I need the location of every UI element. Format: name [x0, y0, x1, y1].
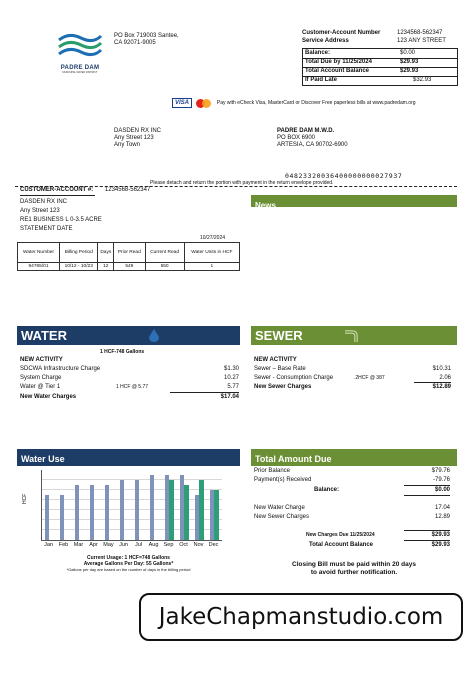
chart-bar-may-s1 [105, 485, 110, 540]
col-water-number: Water Number [18, 243, 60, 263]
table-row: 94765/01 10/12 - 10/23 12 549 550 1 [18, 263, 240, 271]
sewer-title: SEWER [255, 328, 303, 343]
visa-icon: VISA [172, 98, 192, 108]
chart-bar-dec-s2 [214, 490, 219, 540]
statement-date: 10/27/2024 [200, 235, 226, 241]
customer-street: Any Street 123 [20, 208, 60, 214]
watermark-box [139, 593, 463, 641]
closing-line1: Closing Bill must be paid within 20 days [292, 561, 416, 568]
water-drop-icon [149, 329, 159, 342]
new-water-value: 17.04 [434, 505, 450, 511]
total-due-value: $29.93 [400, 59, 419, 65]
water-use-title: Water Use [21, 454, 65, 464]
chart-xtick-sep: Sep [163, 542, 174, 548]
water-new-activity: NEW ACTIVITY [20, 357, 63, 363]
remit-name: PADRE DAM M.W.D. [277, 128, 335, 134]
chart-gridline [42, 479, 222, 480]
chart-xtick-may: May [103, 542, 114, 548]
chart-bar-sep-s2 [169, 480, 174, 540]
closing-notice [251, 561, 457, 577]
customer-account-number: 1234568-562347 [104, 187, 151, 193]
chart-bar-oct-s2 [184, 485, 189, 540]
chart-bar-feb-s1 [60, 495, 65, 540]
remit-city: ARTESIA, CA 90702-6900 [277, 142, 348, 148]
payments-value: -79.76 [432, 477, 450, 483]
col-billing-period: Billing Period [60, 243, 98, 263]
sender-town: Any Town [114, 142, 140, 148]
water-header [17, 326, 240, 345]
news-header [251, 195, 457, 210]
col-water-units: Water Units in HCF [184, 243, 239, 263]
closing-line2: to avoid further notification. [310, 569, 398, 576]
total-due-label: Total Due by 11/25/2024 [305, 59, 372, 65]
detach-note: Please detach and return the portion with payment in the return envelope provided. [150, 180, 334, 186]
list-item: Sewer – Base Rate $10.31 [254, 366, 451, 372]
sewer-total-amount: $12.89 [432, 384, 451, 390]
customer-account-value: 1234568-562347 [397, 30, 443, 36]
customer-account-label: CUSTOMER-ACCOUNT #: [20, 187, 94, 193]
water-usage-label: 1 HCF-748 Gallons [100, 349, 145, 355]
chart-xtick-apr: Apr [89, 542, 98, 548]
remit-pobox: PO BOX 6900 [277, 135, 316, 141]
new-charges-value: $29.93 [431, 532, 450, 538]
service-address-label: Service Address [302, 38, 349, 44]
col-current-read: Current Read [145, 243, 184, 263]
chart-xtick-mar: Mar [73, 542, 84, 548]
chart-ylabel: HCF [22, 493, 28, 504]
sewer-charges [254, 357, 451, 393]
water-charges [20, 357, 239, 403]
sewer-total-label: New Sewer Charges [254, 384, 312, 390]
statement-date-label: STATEMENT DATE [20, 226, 73, 232]
chart-bar-mar-s1 [75, 485, 80, 540]
customer-name: DASDEN RX INC [20, 199, 68, 205]
balance-label: Balance: [305, 50, 331, 56]
payments-label: Payment(s) Received [254, 477, 312, 483]
payment-text: Pay with eCheck Visa, MasterCard or Discover Free paperless bills at www.padredam.org [216, 99, 416, 106]
logo [55, 30, 105, 74]
chart-bar-aug-s1 [150, 475, 155, 540]
chart-bar-jan-s1 [45, 495, 50, 540]
meter-table [17, 242, 240, 271]
total-account-balance-value: $29.93 [400, 68, 419, 74]
total-due-title: Total Amount Due [255, 454, 332, 464]
chart-xtick-feb: Feb [58, 542, 69, 548]
balance-value: $0.00 [434, 487, 450, 493]
logo-subtext: MUNICIPAL WATER DISTRICT [62, 71, 98, 74]
chart-xtick-jun: Jun [119, 542, 128, 548]
if-paid-late-value: $32.93 [413, 77, 432, 83]
chart-plot-area [41, 470, 222, 541]
chart-bar-jun-s1 [120, 480, 125, 540]
sender-street: Any Street 123 [114, 135, 154, 141]
chart-bar-apr-s1 [90, 485, 95, 540]
total-due-details [254, 468, 450, 552]
wave-logo-icon [55, 30, 105, 60]
address-line1: PO Box 719003 Santee, [114, 33, 179, 39]
list-item: Water @ Tier 1 1 HCF @ 5.77 5.77 [20, 384, 239, 390]
chart-xtick-nov: Nov [193, 542, 204, 548]
chart-xtick-oct: Oct [179, 542, 188, 548]
total-due-header [251, 449, 457, 466]
total-account-balance-label: Total Account Balance [305, 68, 370, 74]
mastercard-icon [196, 98, 212, 108]
payment-cards [172, 94, 416, 106]
prior-balance-label: Prior Balance [254, 468, 291, 474]
chart-x-axis [41, 542, 221, 549]
chart-xtick-aug: Aug [148, 542, 159, 548]
chart-footnote: *Gallons per day are based on the number of days in the billing period [66, 567, 191, 572]
sewer-new-activity: NEW ACTIVITY [254, 357, 297, 363]
sender-name: DASDEN RX INC [114, 128, 162, 134]
address-line2: CA 92071-9005 [114, 40, 156, 46]
col-prior-read: Prior Read [114, 243, 145, 263]
account-box [302, 30, 457, 86]
list-item: SDCWA Infrastructure Charge $1.30 [20, 366, 239, 372]
prior-balance-value: $79.76 [431, 468, 450, 474]
col-days: Days [98, 243, 114, 263]
chart-bar-nov-s2 [199, 480, 204, 540]
water-use-chart [17, 468, 240, 576]
pipe-icon [343, 328, 359, 343]
balance-value: $0.00 [400, 50, 416, 56]
logo-text: PADRE DAM [60, 65, 100, 71]
water-total-label: New Water Charges [20, 394, 77, 400]
chart-xtick-dec: Dec [208, 542, 219, 548]
chart-xtick-jan: Jan [44, 542, 53, 548]
list-item: Sewer - Consumption Charge .2HCF @ 387 2.06 [254, 375, 451, 381]
if-paid-late-label: If Paid Late [305, 77, 338, 83]
service-address-value: 123 ANY STREET [397, 38, 446, 44]
total-account-value: $29.93 [431, 542, 450, 548]
customer-info [20, 187, 240, 233]
total-account-label: Total Account Balance [309, 542, 374, 548]
new-charges-label: New Charges Due 11/25/2024 [306, 532, 375, 538]
news-title: News [255, 201, 276, 210]
new-sewer-value: 12.89 [434, 514, 450, 520]
chart-xtick-jul: Jul [134, 542, 143, 548]
sender-address [114, 128, 161, 149]
chart-gridline [42, 489, 222, 490]
chart-bar-jul-s1 [135, 480, 140, 540]
remit-address [277, 128, 348, 149]
new-water-label: New Water Charge [254, 505, 305, 511]
customer-business: RE1 BUSINESS L 0-3.5 ACRE [20, 217, 102, 223]
water-total-amount: $17.04 [220, 394, 239, 400]
chart-average: Average Gallons Per Day: 55 Gallons* [83, 561, 174, 567]
utility-address [114, 33, 179, 47]
water-use-header [17, 449, 240, 466]
balance-label: Balance: [314, 487, 340, 493]
scan-line: 04823320036400000000027937 [285, 172, 403, 180]
chart-current-usage: Current Usage: 1 HCF=748 Gallons [87, 555, 170, 561]
watermark-text: JakeChapmanstudio.com [158, 604, 444, 630]
sewer-header [251, 326, 457, 345]
list-item: System Charge 10.27 [20, 375, 239, 381]
water-title: WATER [21, 328, 67, 343]
customer-account-label: Customer-Account Number [302, 30, 381, 36]
new-sewer-label: New Sewer Charges [254, 514, 310, 520]
